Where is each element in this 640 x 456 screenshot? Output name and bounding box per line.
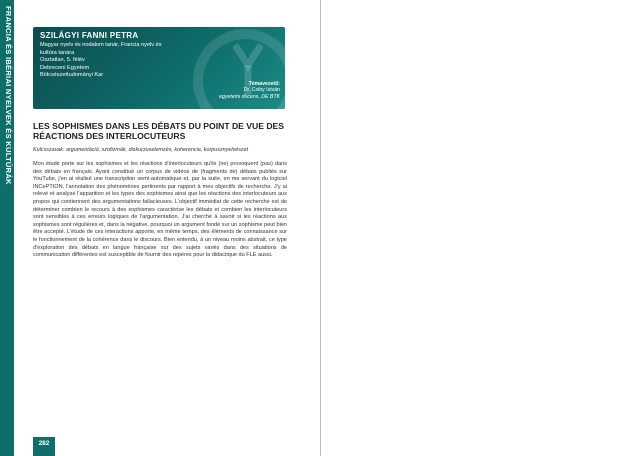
page-number: 282: [33, 437, 55, 456]
supervisor-block: [219, 81, 280, 100]
affiliation-line: Osztatlan, 5. félév: [40, 57, 85, 64]
side-strip: [0, 0, 14, 456]
supervisor-label: Témavezető:: [248, 81, 280, 87]
article-title: LES SOPHISMES DANS LES DÉBATS DU POINT DE VUE DES RÉACTIONS DES INTERLOCUTEURS: [33, 121, 285, 141]
supervisor-role: egyetemi docens, DE BTK: [219, 93, 280, 100]
author-name: SZILÁGYI FANNI PETRA: [40, 31, 139, 40]
author-affiliation: [40, 42, 190, 80]
keywords: Kulcsszavak: argumentáció, szofizmák, diskurzuselemzés, koherencia, korpusznyelvészet: [33, 147, 249, 153]
supervisor-name: Dr. Csiby István: [243, 87, 280, 94]
affiliation-line: Bölcsészettudományi Kar: [40, 72, 104, 79]
affiliation-line: Magyar nyelv és irodalom tanár, Francia nyelv és: [40, 42, 162, 48]
affiliation-line: Debreceni Egyetem: [40, 64, 90, 71]
page-spine: [320, 0, 321, 456]
section-label: FRANCIA ÉS IBÉRIAI NYELVEK ÉS KULTÚRÁK: [4, 6, 13, 185]
author-header-box: [33, 27, 285, 109]
affiliation-line: kultúra tanára: [40, 49, 75, 56]
abstract-body: Mon étude porte sur les sophismes et les réactions d'interlocuteurs qu'ils (ne) provoquent (pas) dans des débats en français. Ayant constitué un corpus de vidéos de (fragments de) débats publiés sur YouTube, j'en ai réalisé une transcription semi-automatique et, par la suite, en me servant du logiciel INCePTION, l'annotation des phénomènes pertinents par rapport à mes objectifs de recherche. J'y ai relevé et analysé l'apparition et les types des sophismes ainsi que les réactions des interlocuteurs aux propos qui contiennent des argumentations fallacieuses. L'objectif immédiat de cette recherche est de déterminer combien le recours à des sophismes caractérise les débats et combien les interlocuteurs sont sensibles à ces erreurs logiques de l'argumentation. J'ai cherché à savoir si les réactions aux sophismes sont régulières et, dans la négative, pourquoi un argument fondé sur un sophisme peut bien être accepté. L'étude de ces interactions apporte, en même temps, des éléments de connaissance sur le fonctionnement de la cohérence dans le discours. Bien entendu, à un niveau moins abstrait, ce type d'exploration des débats en langue française sur des sujets variés dans des situations de communication différentes est susceptible de fournir des repères pour la didactique du FLE aussi.: [33, 161, 287, 259]
